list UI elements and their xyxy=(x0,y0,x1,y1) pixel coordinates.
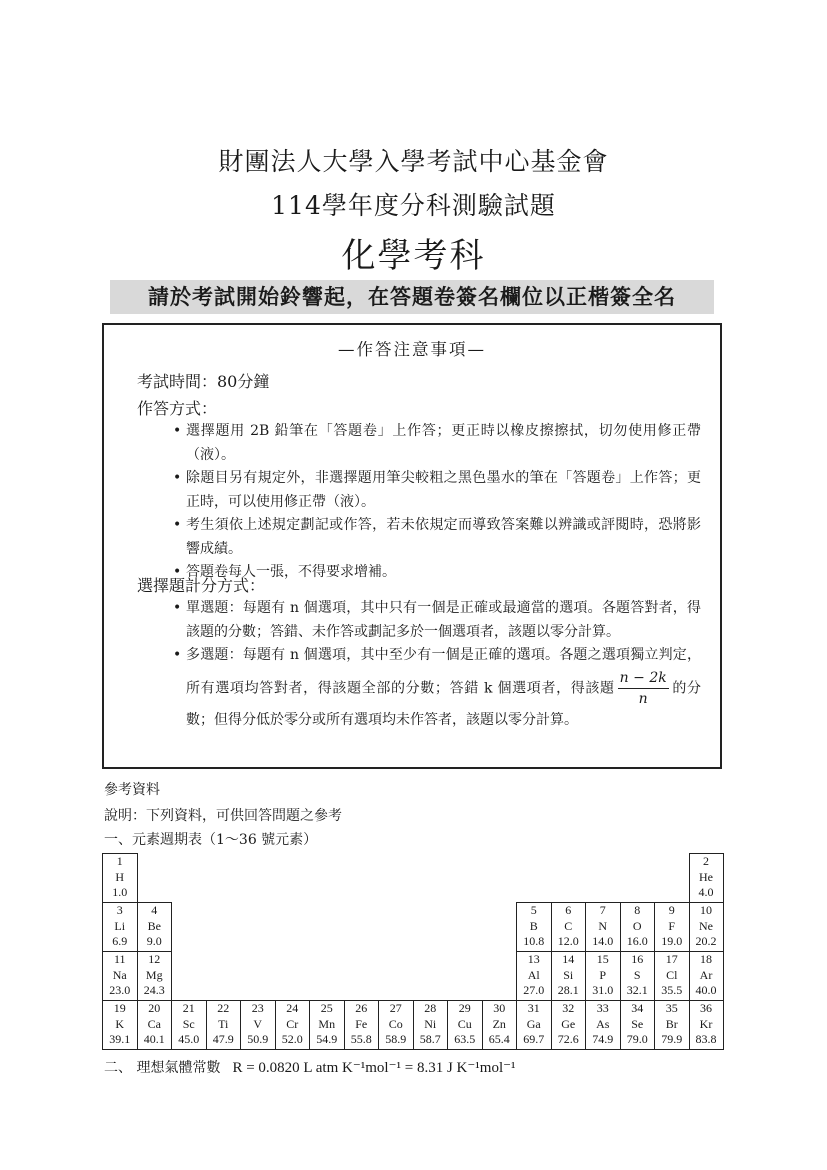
periodic-row xyxy=(103,854,724,903)
atomic-mass: 52.0 xyxy=(281,1032,303,1046)
element-cell xyxy=(655,1001,690,1050)
atomic-number: 31 xyxy=(527,1001,540,1015)
fraction-denominator: n xyxy=(638,690,648,707)
atomic-mass: 32.1 xyxy=(626,983,648,997)
atomic-number: 25 xyxy=(320,1001,333,1015)
element-cell xyxy=(689,903,723,952)
instructions-title: —作答注意事項— xyxy=(338,340,486,359)
list-item: • 答題卷每人一張，不得要求增補。 xyxy=(173,561,701,585)
empty-cell xyxy=(206,854,241,903)
element-symbol: P xyxy=(599,967,607,982)
empty-cell xyxy=(344,854,379,903)
atomic-number: 1 xyxy=(116,854,123,868)
element-cell xyxy=(517,952,552,1001)
element-symbol: Cr xyxy=(286,1016,299,1031)
periodic-row xyxy=(103,952,724,1001)
atomic-mass: 31.0 xyxy=(592,983,614,997)
element-cell xyxy=(689,1001,723,1050)
empty-cell xyxy=(241,952,276,1001)
empty-cell xyxy=(172,854,207,903)
atomic-number: 29 xyxy=(458,1001,471,1015)
atomic-mass: 69.7 xyxy=(523,1032,545,1046)
multi-text-a: 多選題：每題有 n 個選項，其中至少有一個是正確的選項。各題之選項獨立判定，所有選項均答對者，得該題全部的分數；答錯 k 個選項者，得該題 xyxy=(186,647,701,696)
atomic-number: 2 xyxy=(703,854,709,868)
list-item: • 考生須依上述規定劃記或作答，若未依規定而導致答案難以辨識或評閱時，恐將影響成績。 xyxy=(173,514,701,561)
element-cell xyxy=(241,1001,276,1050)
atomic-mass: 47.9 xyxy=(212,1032,234,1046)
atomic-number: 9 xyxy=(668,903,675,917)
element-cell xyxy=(551,952,586,1001)
empty-cell xyxy=(137,854,172,903)
atomic-number: 20 xyxy=(148,1001,161,1015)
atomic-mass: 20.2 xyxy=(695,934,717,948)
empty-cell xyxy=(413,903,448,952)
element-cell xyxy=(448,1001,483,1050)
empty-cell xyxy=(310,903,345,952)
atomic-mass: 10.8 xyxy=(523,934,545,948)
atomic-mass: 65.4 xyxy=(488,1032,510,1046)
element-cell xyxy=(137,1001,172,1050)
empty-cell xyxy=(275,952,310,1001)
empty-cell xyxy=(172,903,207,952)
element-symbol: Ne xyxy=(699,918,713,933)
atomic-mass: 14.0 xyxy=(592,934,614,948)
atomic-number: 33 xyxy=(596,1001,609,1015)
atomic-number: 4 xyxy=(151,903,158,917)
atomic-number: 22 xyxy=(217,1001,230,1015)
element-symbol: C xyxy=(564,918,573,933)
atomic-number: 12 xyxy=(148,952,161,966)
element-symbol: Mn xyxy=(318,1016,336,1031)
element-symbol: Co xyxy=(388,1016,403,1031)
element-cell xyxy=(620,903,655,952)
atomic-number: 13 xyxy=(527,952,540,966)
element-cell xyxy=(310,1001,345,1050)
atomic-number: 3 xyxy=(116,903,123,917)
atomic-mass: 40.1 xyxy=(143,1032,165,1046)
element-symbol: Zn xyxy=(492,1016,506,1031)
atomic-mass: 23.0 xyxy=(109,983,131,997)
element-cell xyxy=(275,1001,310,1050)
element-symbol: N xyxy=(598,918,608,933)
atomic-number: 27 xyxy=(389,1001,402,1015)
scoring-list xyxy=(173,597,701,732)
atomic-number: 30 xyxy=(493,1001,506,1015)
element-cell xyxy=(172,1001,207,1050)
empty-cell xyxy=(448,952,483,1001)
empty-cell xyxy=(310,854,345,903)
empty-cell xyxy=(206,903,241,952)
empty-cell xyxy=(413,854,448,903)
gas-constant-label: 二、 理想氣體常數 xyxy=(104,1060,221,1076)
atomic-number: 35 xyxy=(665,1001,678,1015)
empty-cell xyxy=(551,854,586,903)
element-symbol: V xyxy=(253,1016,263,1031)
element-cell xyxy=(689,952,723,1001)
element-cell xyxy=(103,1001,138,1050)
element-cell xyxy=(379,1001,414,1050)
periodic-table-title: 一、元素週期表（1～36 號元素） xyxy=(104,832,318,848)
empty-cell xyxy=(482,903,517,952)
exam-time: 考試時間：80分鐘 xyxy=(137,372,270,391)
empty-cell xyxy=(655,854,690,903)
element-cell xyxy=(620,952,655,1001)
periodic-row xyxy=(103,1001,724,1050)
element-cell xyxy=(586,1001,621,1050)
atomic-mass: 55.8 xyxy=(350,1032,372,1046)
atomic-mass: 79.9 xyxy=(661,1032,683,1046)
atomic-mass: 35.5 xyxy=(661,983,683,997)
subject-title: 化學考科 xyxy=(341,236,486,276)
element-symbol: H xyxy=(115,869,125,884)
element-symbol: Si xyxy=(563,967,574,982)
empty-cell xyxy=(620,854,655,903)
empty-cell xyxy=(241,903,276,952)
element-symbol: Sc xyxy=(182,1016,195,1031)
element-cell xyxy=(689,854,723,903)
element-symbol: Fe xyxy=(355,1016,368,1031)
atomic-number: 6 xyxy=(565,903,572,917)
empty-cell xyxy=(379,854,414,903)
scoring-label: 選擇題計分方式： xyxy=(137,576,266,595)
empty-cell xyxy=(448,854,483,903)
empty-cell xyxy=(172,952,207,1001)
atomic-mass: 1.0 xyxy=(112,885,128,899)
element-cell xyxy=(137,952,172,1001)
atomic-number: 16 xyxy=(631,952,644,966)
element-cell xyxy=(103,903,138,952)
element-cell xyxy=(103,854,138,903)
list-item: • 選擇題用 2B 鉛筆在「答題卷」上作答；更正時以橡皮擦擦拭，切勿使用修正帶（液）。 xyxy=(173,420,701,467)
element-symbol: Li xyxy=(114,918,126,933)
atomic-mass: 72.6 xyxy=(557,1032,579,1046)
element-cell xyxy=(137,903,172,952)
empty-cell xyxy=(379,903,414,952)
gas-constant xyxy=(104,1057,516,1077)
list-item: • 除題目另有規定外，非選擇題用筆尖較粗之黑色墨水的筆在「答題卷」上作答；更正時，可以使用修正帶（液）。 xyxy=(173,467,701,514)
atomic-number: 18 xyxy=(700,952,712,966)
atomic-mass: 50.9 xyxy=(247,1032,269,1046)
atomic-number: 28 xyxy=(424,1001,437,1015)
atomic-mass: 6.9 xyxy=(112,934,128,948)
empty-cell xyxy=(448,903,483,952)
organization-title: 財團法人大學入學考試中心基金會 xyxy=(218,147,609,176)
element-cell xyxy=(586,903,621,952)
signature-banner: 請於考試開始鈴響起，在答題卷簽名欄位以正楷簽全名 xyxy=(110,280,714,314)
element-cell xyxy=(551,903,586,952)
element-cell xyxy=(517,903,552,952)
element-symbol: S xyxy=(633,967,641,982)
reference-title: 參考資料 xyxy=(104,782,160,798)
empty-cell xyxy=(482,952,517,1001)
atomic-mass: 74.9 xyxy=(592,1032,614,1046)
atomic-number: 5 xyxy=(530,903,537,917)
element-symbol: Ar xyxy=(699,967,713,982)
atomic-mass: 58.9 xyxy=(385,1032,407,1046)
element-cell xyxy=(586,952,621,1001)
atomic-number: 32 xyxy=(562,1001,575,1015)
element-cell xyxy=(344,1001,379,1050)
list-item-multi xyxy=(173,644,701,732)
fraction-numerator: n − 2k xyxy=(618,668,669,689)
atomic-mass: 27.0 xyxy=(523,983,545,997)
element-symbol: Br xyxy=(665,1016,678,1031)
element-symbol: O xyxy=(632,918,642,933)
gas-constant-formula: R = 0.0820 L atm K⁻¹mol⁻¹ = 8.31 J K⁻¹mol⁻¹ xyxy=(232,1060,516,1076)
instructions-box xyxy=(102,323,722,769)
empty-cell xyxy=(310,952,345,1001)
element-symbol: As xyxy=(596,1016,610,1031)
atomic-number: 23 xyxy=(251,1001,264,1015)
atomic-mass: 45.0 xyxy=(178,1032,200,1046)
atomic-mass: 63.5 xyxy=(454,1032,476,1046)
element-cell xyxy=(655,952,690,1001)
list-item-single: • 單選題：每題有 n 個選項，其中只有一個是正確或最適當的選項。各題答對者，得該題的分數；答錯、未作答或劃記多於一個選項者，該題以零分計算。 xyxy=(173,597,701,644)
element-cell xyxy=(620,1001,655,1050)
empty-cell xyxy=(241,854,276,903)
empty-cell xyxy=(275,854,310,903)
empty-cell xyxy=(482,854,517,903)
element-symbol: Ge xyxy=(561,1016,576,1031)
method-list xyxy=(173,420,701,585)
atomic-number: 15 xyxy=(596,952,609,966)
atomic-number: 17 xyxy=(665,952,678,966)
atomic-mass: 4.0 xyxy=(698,885,714,899)
element-symbol: Cu xyxy=(457,1016,472,1031)
reference-note: 說明：下列資料，可供回答問題之參考 xyxy=(104,808,342,824)
atomic-number: 24 xyxy=(286,1001,299,1015)
element-symbol: Cl xyxy=(666,967,678,982)
atomic-mass: 39.1 xyxy=(109,1032,131,1046)
element-cell xyxy=(413,1001,448,1050)
element-symbol: Mg xyxy=(145,967,163,982)
atomic-mass: 12.0 xyxy=(557,934,579,948)
empty-cell xyxy=(379,952,414,1001)
element-cell xyxy=(517,1001,552,1050)
multi-text-b: 的分數；但得分低於零分或所有選項均未作答者，該題以零分計算。 xyxy=(186,680,702,728)
periodic-row xyxy=(103,903,724,952)
atomic-mass: 58.7 xyxy=(419,1032,441,1046)
element-symbol: B xyxy=(529,918,538,933)
atomic-number: 21 xyxy=(182,1001,195,1015)
element-symbol: Ca xyxy=(147,1016,161,1031)
element-symbol: Na xyxy=(112,967,127,982)
empty-cell xyxy=(586,854,621,903)
element-symbol: He xyxy=(699,869,713,884)
atomic-mass: 28.1 xyxy=(557,983,579,997)
element-symbol: Ni xyxy=(424,1016,437,1031)
atomic-number: 26 xyxy=(355,1001,368,1015)
empty-cell xyxy=(206,952,241,1001)
empty-cell xyxy=(344,952,379,1001)
atomic-number: 19 xyxy=(113,1001,126,1015)
periodic-table xyxy=(102,853,724,1050)
atomic-mass: 19.0 xyxy=(661,934,683,948)
empty-cell xyxy=(413,952,448,1001)
atomic-mass: 24.3 xyxy=(143,983,165,997)
element-cell xyxy=(103,952,138,1001)
atomic-mass: 83.8 xyxy=(695,1032,717,1046)
empty-cell xyxy=(344,903,379,952)
atomic-mass: 9.0 xyxy=(146,934,162,948)
atomic-mass: 79.0 xyxy=(626,1032,648,1046)
atomic-mass: 16.0 xyxy=(626,934,648,948)
element-symbol: F xyxy=(668,918,676,933)
atomic-number: 14 xyxy=(562,952,575,966)
empty-cell xyxy=(275,903,310,952)
element-cell xyxy=(551,1001,586,1050)
element-symbol: K xyxy=(115,1016,125,1031)
element-cell xyxy=(206,1001,241,1050)
element-symbol: Be xyxy=(147,918,161,933)
element-symbol: Ga xyxy=(526,1016,541,1031)
atomic-number: 36 xyxy=(700,1001,712,1015)
atomic-number: 11 xyxy=(113,952,126,966)
method-label: 作答方式： xyxy=(137,399,218,418)
atomic-number: 8 xyxy=(634,903,641,917)
empty-cell xyxy=(517,854,552,903)
element-symbol: Kr xyxy=(699,1016,713,1031)
element-cell xyxy=(482,1001,517,1050)
element-symbol: Se xyxy=(631,1016,644,1031)
exam-title: 114學年度分科測驗試題 xyxy=(271,191,556,220)
atomic-number: 7 xyxy=(599,903,606,917)
atomic-number: 10 xyxy=(700,903,712,917)
score-fraction xyxy=(618,668,669,709)
element-symbol: Ti xyxy=(218,1016,229,1031)
element-cell xyxy=(655,903,690,952)
atomic-mass: 40.0 xyxy=(695,983,717,997)
element-symbol: Al xyxy=(527,967,540,982)
atomic-mass: 54.9 xyxy=(316,1032,338,1046)
atomic-number: 34 xyxy=(631,1001,644,1015)
